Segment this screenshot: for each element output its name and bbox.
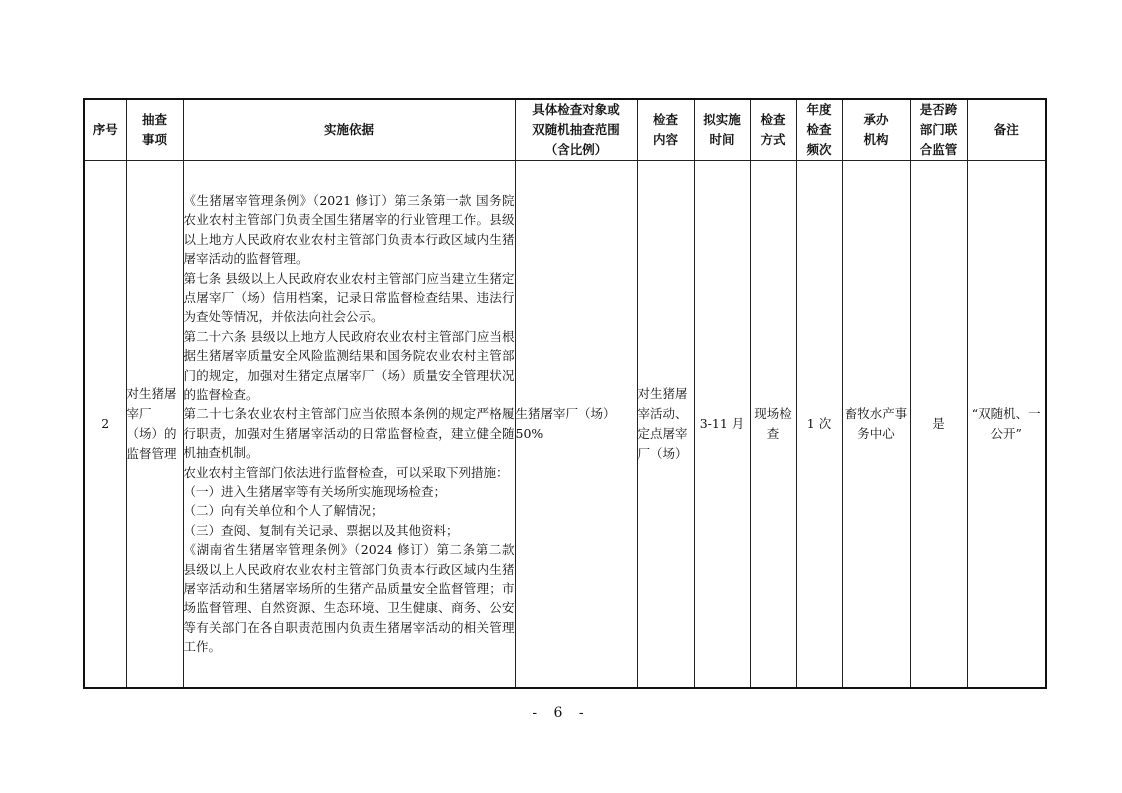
cell-frequency: 1 次 (796, 161, 842, 688)
cell-remark: “双随机、一公开” (967, 161, 1046, 688)
basis-paragraph: 农业农村主管部门依法进行监督检查，可以采取下列措施： (183, 464, 509, 480)
page-number: - 6 - (532, 705, 590, 721)
cell-item: 对生猪屠宰厂（场）的监督管理 (126, 161, 183, 688)
cell-index: 2 (84, 161, 126, 688)
header-basis: 实施依据 (183, 99, 515, 161)
basis-paragraph: 第七条 县级以上人民政府农业农村主管部门应当建立生猪定点屠宰厂（场）信用档案，记录日常监督检查结果、违法行为查处等情况，并依法向社会公示。 (183, 270, 515, 325)
basis-paragraph: 《湖南省生猪屠宰管理条例》（2024 修订）第二条第二款 县级以上人民政府农业农村主管部门负责本行政区域内生猪屠宰活动和生猪屠宰场所的生猪产品质量安全监督管理；市场监督管理、自然资源、生态环境、卫生健康、商务、公安等有关部门在各自职责范围内负责生猪屠宰活动的相关管理工作。 (183, 542, 515, 655)
inspection-table (83, 98, 1047, 689)
header-joint: 是否跨 部门联 合监管 (910, 99, 967, 161)
cell-joint: 是 (910, 161, 967, 688)
header-remark: 备注 (967, 99, 1046, 161)
table-row (84, 161, 1046, 688)
cell-basis (183, 161, 515, 688)
header-index: 序号 (84, 99, 126, 161)
cell-time: 3-11 月 (694, 161, 750, 688)
basis-paragraph: 第二十六条 县级以上地方人民政府农业农村主管部门应当根据生猪屠宰质量安全风险监测结果和国务院农业农村主管部门的规定，加强对生猪定点屠宰厂（场）质量安全管理状况的监督检查。 (183, 328, 515, 402)
header-frequency: 年度 检查 频次 (796, 99, 842, 161)
cell-agency: 畜牧水产事务中心 (842, 161, 910, 688)
header-row (84, 99, 1046, 161)
basis-paragraph: 第二十七条农业农村主管部门应当依照本条例的规定严格履行职责，加强对生猪屠宰活动的日常监督检查，建立健全随机抽查机制。 (183, 406, 515, 461)
header-time: 拟实施 时间 (694, 99, 750, 161)
header-method: 检查 方式 (750, 99, 796, 161)
cell-content: 对生猪屠宰活动、定点屠宰厂（场） (637, 161, 694, 688)
header-item: 抽查 事项 (126, 99, 183, 161)
header-agency: 承办 机构 (842, 99, 910, 161)
cell-scope: 生猪屠宰厂（场）50% (515, 161, 637, 688)
header-content: 检查 内容 (637, 99, 694, 161)
basis-paragraph: 《生猪屠宰管理条例》（2021 修订）第三条第一款 国务院农业农村主管部门负责全国生猪屠宰的行业管理工作。县级以上地方人民政府农业农村主管部门负责本行政区域内生猪屠宰活动的监督管理。 (183, 192, 515, 267)
basis-paragraph: （一）进入生猪屠宰等有关场所实施现场检查； (183, 483, 447, 499)
basis-paragraph: （二）向有关单位和个人了解情况； (183, 503, 384, 519)
cell-method: 现场检查 (750, 161, 796, 688)
basis-paragraph: （三）查阅、复制有关记录、票据以及其他资料； (183, 522, 459, 538)
header-scope: 具体检查对象或 双随机抽查范围 （含比例） (515, 99, 637, 161)
